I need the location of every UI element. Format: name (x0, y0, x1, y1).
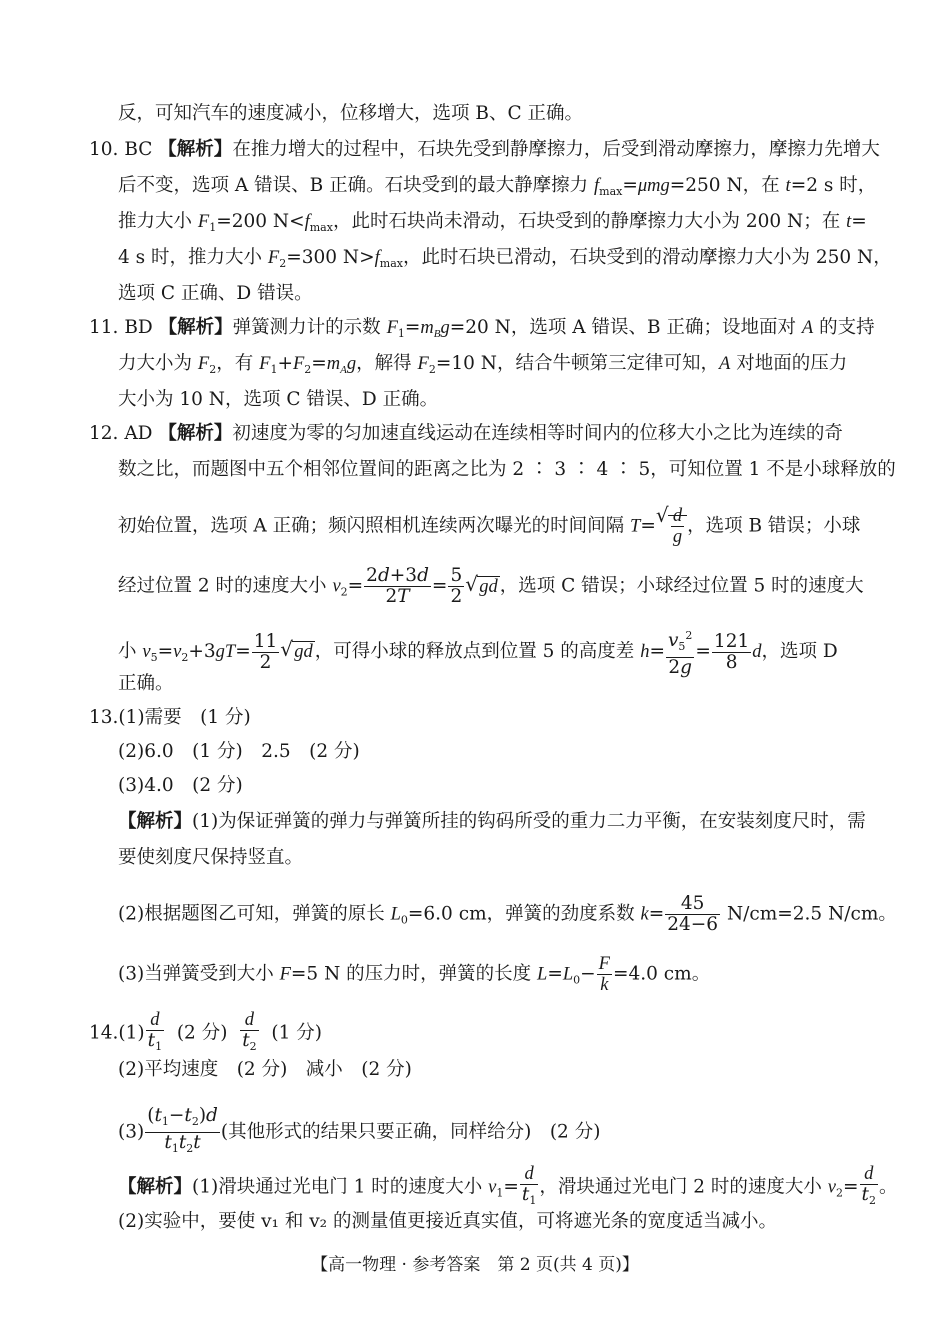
t-symbol: t (785, 176, 791, 196)
s-v2: 2 (340, 585, 348, 599)
q11-line-1: 11. BD 【解析】弹簧测力计的示数 $F_1=m_Bg=20$ N，选项 A 错误、B 正确；设地面对 A 的支持 (89, 317, 875, 340)
frac-d-t2-b: $\frac{d}{t_2}$ (861, 1164, 876, 1207)
q11-l2e: 对地面的压力 (736, 353, 848, 374)
q14-analysis-tag: 【解析】 (118, 1176, 193, 1198)
q12-l3b: ，选项 B 错误；小球 (687, 515, 861, 537)
q12-l5a: 小 (118, 641, 137, 662)
m-sym: m (420, 318, 434, 338)
q11-analysis-tag: 【解析】 (158, 317, 233, 338)
L0-sym: L (390, 904, 401, 925)
q10-l1: 在推力增大的过程中，石块先受到静摩擦力，后受到滑动摩擦力，摩擦力先增大 (232, 139, 880, 160)
frac-45: $\frac{45}{24-6}$ (667, 893, 719, 935)
frac-121-8: $\frac{121}{8}$ (713, 630, 750, 673)
q10-l4b: =300 N> (286, 247, 375, 268)
q11-l1c: 的支持 (819, 317, 875, 338)
q12-answer: AD (124, 423, 153, 444)
q10-l2b: =250 N，在 (669, 175, 780, 196)
q13-line-3 (118, 774, 243, 798)
q10-line-4 (118, 246, 892, 276)
q11-answer: BD (124, 317, 153, 338)
q9-tail-text: 反，可知汽车的速度减小，位移增大，选项 B、C 正确。 (118, 103, 584, 124)
q10-line-1 (89, 138, 880, 162)
q14-e2: (2)实验中，要使 v₁ 和 v₂ 的测量值更接近真实值，可将遮光条的宽度适当减小。 (118, 1211, 777, 1232)
q10-line-3 (118, 210, 867, 240)
q10-l3c: ，此时石块尚未滑动，石块受到的静摩擦力大小为 200 N；在 (332, 211, 841, 232)
q14-p3b: (其他形式的结果只要正确，同样给分) (2 分) (220, 1121, 601, 1143)
frac-d-g: √ $\frac{d}{g}$ (672, 506, 683, 547)
footer-text: 【高一物理 · 参考答案 第 2 页(共 4 页)】 (311, 1255, 639, 1275)
q12-line-1 (89, 422, 843, 446)
q13-explain-3: (2)根据题图乙可知，弹簧的原长 $L_0=6.0$ cm，弹簧的劲度系数 k= $\frac{45}{24-6}$ N/cm=2.5 N/cm。 (118, 893, 897, 935)
q13-e1a: (1)为保证弹簧的弹力与弹簧所挂的钩码所受的重力二力平衡，在安装刻度尺时，需 (192, 811, 866, 832)
frac-F-k: $\frac{F}{k}$ (598, 954, 610, 995)
T-sym: T (630, 516, 641, 537)
q10-l4a: 4 s 时，推力大小 (118, 247, 263, 268)
s1: 1 (397, 327, 405, 340)
q12-l5b: ，可得小球的释放点到位置 5 的高度差 (314, 641, 635, 662)
q13-line-2 (118, 740, 360, 764)
q12-l6: 正确。 (118, 673, 174, 694)
frac-11-2: $\frac{11}{2}$ (253, 630, 278, 673)
g-sym: g (440, 318, 450, 338)
k-sym: k (640, 904, 649, 925)
q10-l4c: ，此时石块已滑动，石块受到的滑动摩擦力大小为 250 N， (402, 247, 892, 268)
q14-p2: (2)平均速度 (2 分) 减小 (2 分) (118, 1059, 412, 1080)
q11-l1a: 弹簧测力计的示数 (232, 317, 381, 338)
sqrt-gd: √ gd (465, 575, 500, 599)
f-symbol-2: f (374, 248, 380, 268)
f-max-symbol: f (594, 176, 600, 196)
sub-max: max (599, 185, 623, 198)
q11-line-3 (118, 388, 438, 412)
h-sym: h (640, 642, 650, 662)
q10-l3b: =200 N< (216, 211, 305, 232)
s2b: 2 (304, 363, 312, 376)
sub-max-3: max (379, 257, 403, 270)
v2-sym-2: v (173, 642, 182, 662)
q13-explain-1 (118, 810, 866, 834)
frac-d-t1: $\frac{d}{t_1}$ (147, 1010, 163, 1053)
F-sym: F (279, 964, 291, 985)
A-sym: A (801, 318, 814, 338)
sub-1: 1 (209, 221, 217, 234)
q14-e1a: (1)滑块通过光电门 1 时的速度大小 (192, 1176, 483, 1198)
q12-line-5: 小 $v_5=v_2+3gT=$ $\frac{11}{2}$ √ gd ，可得小球的释放点到位置 5 的高度差 h= $\frac{v_5^2}{2g}$ = $\frac{121}{8}$ d，选项 D (118, 626, 838, 678)
q12-line-6 (118, 672, 174, 696)
q12-analysis-tag: 【解析】 (158, 423, 233, 444)
v2-sym-3: v (827, 1177, 836, 1198)
F1-sym-2: F (259, 354, 271, 374)
q13-explain-2 (118, 846, 303, 870)
v1-sym: v (488, 1177, 497, 1198)
sub-2: 2 (279, 257, 287, 270)
L0-sym-2: L (562, 964, 574, 985)
q14-p1a: (1) (118, 1022, 145, 1044)
q10-answer: BC (124, 139, 153, 160)
s-L0b: 0 (573, 973, 581, 987)
q11-l2b: ，有 (216, 353, 254, 374)
q13-e3b: =5 N 的压力时，弹簧的长度 (290, 963, 532, 985)
f-symbol: f (304, 212, 310, 232)
s-L0: 0 (400, 913, 408, 927)
q14-number: 14. (89, 1022, 119, 1044)
q13-p1: (1)需要 (1 分) (118, 707, 251, 728)
q14-line-2 (118, 1058, 412, 1082)
q14-p1b: (2 分) (176, 1022, 228, 1044)
s-v5: 5 (150, 651, 158, 664)
frac-d-t1-b: $\frac{d}{t_1}$ (521, 1164, 537, 1207)
q10-analysis-tag: 【解析】 (158, 139, 233, 160)
s-v2c: 2 (835, 1186, 843, 1200)
q13-e3c: =4.0 cm。 (612, 963, 711, 985)
L-sym: L (537, 964, 548, 985)
q11-l2d: =10 N，结合牛顿第三定律可知， (435, 353, 719, 374)
q10-l3a: 推力大小 (118, 211, 193, 232)
q13-e2c: N/cm=2.5 N/cm。 (726, 903, 897, 925)
frac-5-2: $\frac{5}{2}$ (450, 565, 463, 607)
q14-line-1 (89, 1010, 322, 1057)
mu-m-g: μmg (637, 176, 670, 196)
v5-sym: v (142, 642, 151, 662)
q10-l2c: =2 s 时， (790, 175, 877, 196)
q14-p1c: (1 分) (271, 1022, 322, 1044)
F2-sym-2: F (292, 354, 305, 374)
q12-l1: 初速度为零的匀加速直线运动在连续相等时间内的位移大小之比为连续的奇 (232, 423, 843, 444)
q13-e2a: (2)根据题图乙可知，弹簧的原长 (118, 903, 385, 925)
sqrt-gd-2: √ gd (280, 640, 315, 664)
q10-l5: 选项 C 正确、D 错误。 (118, 283, 313, 304)
s-v1: 1 (496, 1186, 504, 1200)
g-sym-2: g (346, 354, 357, 374)
q10-l3d: = (851, 211, 867, 232)
F1-sym: F (386, 318, 398, 338)
sub-max-2: max (309, 221, 333, 234)
frac-v5sq-2g: $\frac{v_5^2}{2g}$ (666, 626, 694, 678)
q12-line-2 (118, 458, 896, 482)
q12-line-3: 初始位置，选项 A 正确；频闪照相机连续两次曝光的时间间隔 T= √ $\frac{d}{g}$ ，选项 B 错误；小球 (118, 506, 860, 547)
F1-symbol: F (197, 212, 210, 232)
q13-p3: (3)4.0 (2 分) (118, 775, 243, 796)
sqrt-d-over-g (656, 506, 687, 547)
q10-line-5 (118, 282, 313, 306)
q11-l2c: ，解得 (356, 353, 412, 374)
m-sym-2: m (326, 354, 341, 374)
frac-v2: $\frac{2d+3d}{2T}$ (366, 565, 429, 607)
F2-sym: F (197, 354, 210, 374)
frac-d-t2: $\frac{d}{t_2}$ (242, 1010, 257, 1053)
q13-e1b: 要使刻度尺保持竖直。 (118, 847, 304, 868)
gT: gT (215, 642, 236, 662)
q10-line-2: 后不变，选项 A 错误、B 正确。石块受到的最大静摩擦力 $f_{max}=\mu mg=250$ N，在 t=2 s 时， (118, 175, 877, 198)
s2c: 2 (428, 363, 436, 376)
s-v2b: 2 (181, 651, 189, 664)
q11-number: 11. (89, 317, 119, 338)
q11-l3: 大小为 10 N，选项 C 错误、D 正确。 (118, 389, 439, 410)
q11-line-2: 力大小为 $F_2$，有 $F_1+F_2=m_Ag$，解得 $F_2=10$ N，结合牛顿第三定律可知，A 对地面的压力 (118, 353, 848, 376)
q14-p3a: (3) (118, 1121, 145, 1143)
q13-p2: (2)6.0 (1 分) 2.5 (2 分) (118, 741, 360, 762)
v2-sym: v (332, 576, 341, 597)
s1b: 1 (270, 363, 278, 376)
q12-l2: 数之比，而题图中五个相邻位置间的距离之比为 2 ∶ 3 ∶ 4 ∶ 5，可知位置 1 不是小球释放的 (118, 459, 896, 480)
q14-e1b: ，滑块通过光电门 2 时的速度大小 (539, 1176, 822, 1198)
F2-symbol: F (267, 248, 280, 268)
sB: B (433, 328, 441, 340)
q11-l1b: =20 N，选项 A 错误、B 正确；设地面对 (449, 317, 796, 338)
d-sym: d (752, 642, 762, 662)
s2: 2 (209, 363, 217, 376)
q10-l2a: 后不变，选项 A 错误、B 正确。石块受到的最大静摩擦力 (118, 175, 589, 196)
q12-l4b: ，选项 C 错误；小球经过位置 5 时的速度大 (499, 575, 864, 597)
q13-number: 13. (89, 707, 119, 728)
q12-l4a: 经过位置 2 时的速度大小 (118, 575, 327, 597)
q12-number: 12. (89, 423, 119, 444)
frac-t1-t2: $\frac{(t_1-t_2)d}{t_1t_2t}$ (147, 1105, 218, 1155)
q12-l5c: ，选项 D (761, 641, 838, 662)
q13-analysis-tag: 【解析】 (118, 811, 193, 832)
q10-number: 10. (89, 139, 119, 160)
q13-line-1 (89, 706, 251, 730)
q14-line-3 (118, 1106, 600, 1159)
sA: A (340, 364, 347, 376)
A-sym-2: A (718, 354, 731, 374)
q9-tail-line (118, 102, 583, 126)
F2-sym-3: F (417, 354, 429, 374)
q13-explain-4: (3)当弹簧受到大小 F=5 N 的压力时，弹簧的长度 $L=L_0-$ $\frac{F}{k}$ =4.0 cm。 (118, 954, 711, 995)
t-symbol-2: t (846, 212, 852, 232)
q14-explain-2 (118, 1210, 777, 1234)
q13-e2b: =6.0 cm，弹簧的劲度系数 (407, 903, 635, 925)
q11-l2a: 力大小为 (118, 353, 193, 374)
q13-e3a: (3)当弹簧受到大小 (118, 963, 274, 985)
q12-line-4: 经过位置 2 时的速度大小 $v_2=$ $\frac{2d+3d}{2T}$ = $\frac{5}{2}$ √ gd ，选项 C 错误；小球经过位置 5 时的速度大 (118, 566, 864, 607)
q12-l3a: 初始位置，选项 A 正确；频闪照相机连续两次曝光的时间间隔 (118, 515, 625, 537)
page-footer (0, 1250, 950, 1275)
q14-explain-1: 【解析】(1)滑块通过光电门 1 时的速度大小 $v_1=$ $\frac{d}{t_1}$ ，滑块通过光电门 2 时的速度大小 $v_2=$ $\frac{d}{t_2}$ 。 (118, 1164, 897, 1211)
